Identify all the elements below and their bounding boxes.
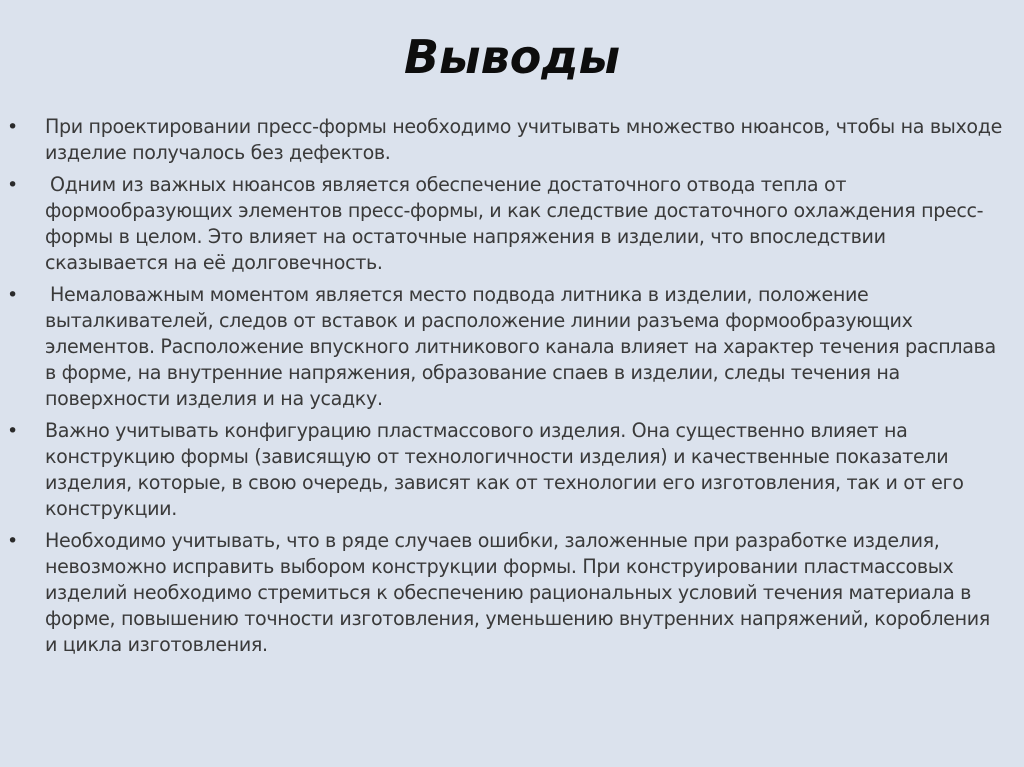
bullet-text: Необходимо учитывать, что в ряде случаев ошибки, заложенные при разработке изделия, невозможно исправить выбором конструкции формы. При конструировании пластмассовых изделий необходимо стремиться к обеспечению рациональных условий течения материала в форме, повышению точности изготовления, уменьшению внутренних напряжений, коробления и цикла изготовления.	[45, 529, 990, 656]
bullet-icon: •	[7, 174, 18, 196]
bullet-icon: •	[7, 116, 18, 138]
bullet-text: Одним из важных нюансов является обеспечение достаточного отвода тепла от формообразующих элементов пресс-формы, и как следствие достаточного охлаждения пресс-формы в целом. Это влияет на остаточные напряжения в изделии, что впоследствии сказывается на её долговечность.	[45, 173, 984, 274]
bullet-icon: •	[7, 284, 18, 306]
bullet-item	[0, 114, 1024, 166]
bullet-item	[0, 528, 1024, 658]
bullet-text: Важно учитывать конфигурацию пластмассового изделия. Она существенно влияет на конструкцию формы (зависящую от технологичности изделия) и качественные показатели изделия, которые, в свою очередь, зависят как от технологии его изготовления, так и от его конструкции.	[45, 419, 964, 520]
bullet-item	[0, 172, 1024, 276]
bullet-text: При проектировании пресс-формы необходимо учитывать множество нюансов, чтобы на выходе изделие получалось без дефектов.	[45, 115, 1002, 164]
bullet-item	[0, 418, 1024, 522]
bullet-icon: •	[7, 420, 18, 442]
bullet-text: Немаловажным моментом является место подвода литника в изделии, положение выталкивателей, следов от вставок и расположение линии разъема формообразующих элементов. Расположение впускного литникового канала влияет на характер течения расплава в форме, на внутренние напряжения, образование спаев в изделии, следы течения на поверхности изделия и на усадку.	[45, 283, 996, 410]
slide-title: Выводы	[403, 30, 621, 84]
bullet-item	[0, 282, 1024, 412]
bullet-list	[0, 114, 1024, 664]
bullet-icon: •	[7, 530, 18, 552]
